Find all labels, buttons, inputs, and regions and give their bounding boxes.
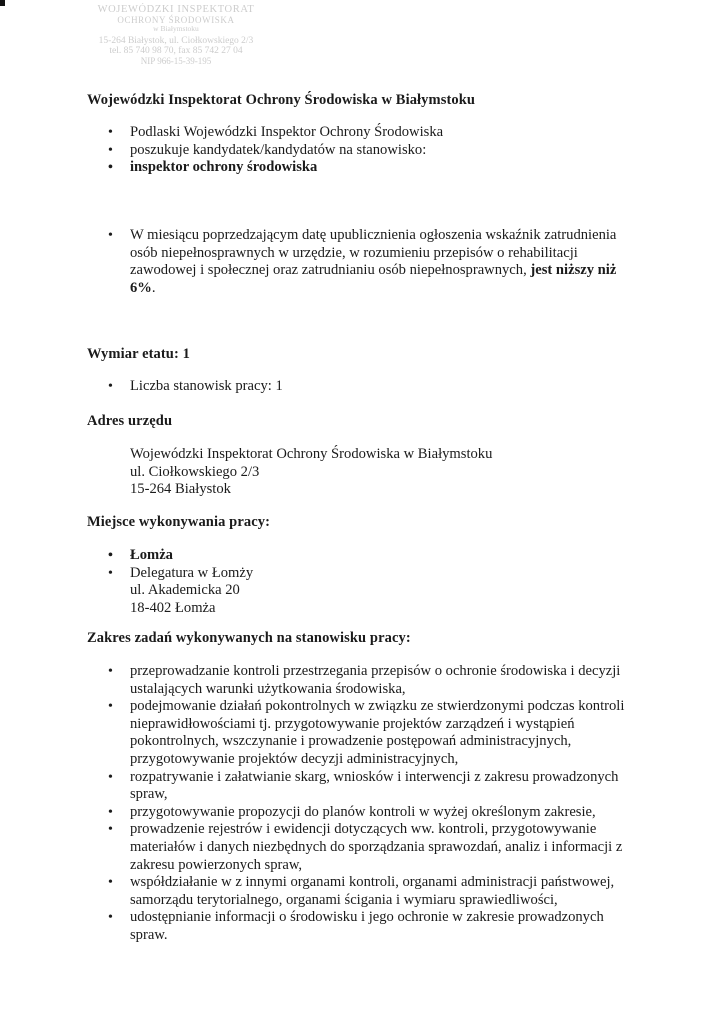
stamp-line: 15-264 Białystok, ul. Ciołkowskiego 2/3: [98, 35, 254, 46]
workplace-heading: Miejsce wykonywania pracy:: [87, 514, 271, 530]
stamp-line: tel. 85 740 98 70, fax 85 742 27 04: [109, 46, 243, 57]
list-item: • przeprowadzanie kontroli przestrzegania przepisów o ochronie środowiska i decyzji ustalających warunki użytkowania środowiska,: [87, 663, 640, 698]
address-heading: Adres urzędu: [87, 413, 173, 429]
list-item: • przygotowywanie propozycji do planów kontroli w wyżej określonym zakresie,: [87, 804, 640, 822]
list-item: • podejmowanie działań pokontrolnych w związku ze stwierdzonymi podczas kontroli nieprawidłowościami tj. przygotowywanie projektów zarządzeń i wystąpień pokontrolnych, wszczynanie i prowadzenie postępowań administracyjnych, przygotowywanie projektów decyzji administracyjnych,: [87, 698, 640, 768]
list-item: [87, 565, 640, 618]
address-street: ul. Ciołkowskiego 2/3: [130, 463, 260, 480]
address-name: Wojewódzki Inspektorat Ochrony Środowiska w Białymstoku: [130, 446, 493, 462]
intro-section: [87, 124, 640, 177]
list-item: • Liczba stanowisk pracy: 1: [87, 378, 640, 396]
office-line: • Delegatura w Łomży: [130, 564, 254, 581]
employment-notice: [87, 227, 640, 297]
duties-heading: Zakres zadań wykonywanych na stanowisku pracy:: [87, 630, 411, 646]
list-item: [87, 227, 640, 297]
office-line: ul. Akademicka 20: [130, 582, 240, 599]
address-city: 15-264 Białystok: [130, 481, 231, 498]
scan-artifact: [0, 0, 5, 6]
list-item: • prowadzenie rejestrów i ewidencji dotyczących ww. kontroli, przygotowywanie materiałów i danych niezbędnych do sporządzania sprawozdań, analiz i informacji z zakresu powierzonych spraw,: [87, 821, 640, 874]
stamp-line: WOJEWÓDZKI INSPEKTORAT: [97, 4, 255, 15]
list-item: • poszukuje kandydatek/kandydatów na stanowisko:: [87, 142, 640, 160]
notice-text: W miesiącu poprzedzającym datę upublicznienia ogłoszenia wskaźnik zatrudnienia osób niepełnosprawnych w urzędzie, w rozumieniu przepisów o rehabilitacji zawodowej i społecznej oraz zatrudnianiu osób niepełnosprawnych,: [130, 227, 617, 279]
list-item: • rozpatrywanie i załatwianie skarg, wniosków i interwencji z zakresu prowadzonych spraw,: [87, 769, 640, 804]
stamp-line: w Białymstoku: [153, 24, 199, 34]
address-section: [87, 446, 640, 499]
office-stamp: [86, 4, 266, 66]
list-item: • udostępnianie informacji o środowisku i jego ochronie w zakresie prowadzonych spraw.: [87, 909, 640, 944]
workplace-city: • Łomża: [87, 547, 640, 565]
workplace-section: [87, 547, 640, 617]
duties-section: [87, 663, 640, 945]
stamp-line: NIP 966-15-39-195: [140, 55, 212, 66]
position-title: • inspektor ochrony środowiska: [87, 159, 640, 177]
list-item: • Podlaski Wojewódzki Inspektor Ochrony Środowiska: [87, 124, 640, 142]
work-time-section: [87, 378, 640, 396]
stamp-line: OCHRONY ŚRODOWISKA: [117, 14, 235, 25]
page-title: Wojewódzki Inspektorat Ochrony Środowiska w Białymstoku: [87, 92, 476, 108]
office-line: 18-402 Łomża: [130, 599, 216, 616]
notice-bold: jest niższy niż 6%: [130, 262, 617, 296]
work-time-heading: Wymiar etatu: 1: [87, 346, 190, 362]
list-item: • współdziałanie w z innymi organami kontroli, organami administracji państwowej, samorządu terytorialnego, organami ścigania i wymiaru sprawiedliwości,: [87, 874, 640, 909]
notice-end: .: [151, 279, 156, 296]
